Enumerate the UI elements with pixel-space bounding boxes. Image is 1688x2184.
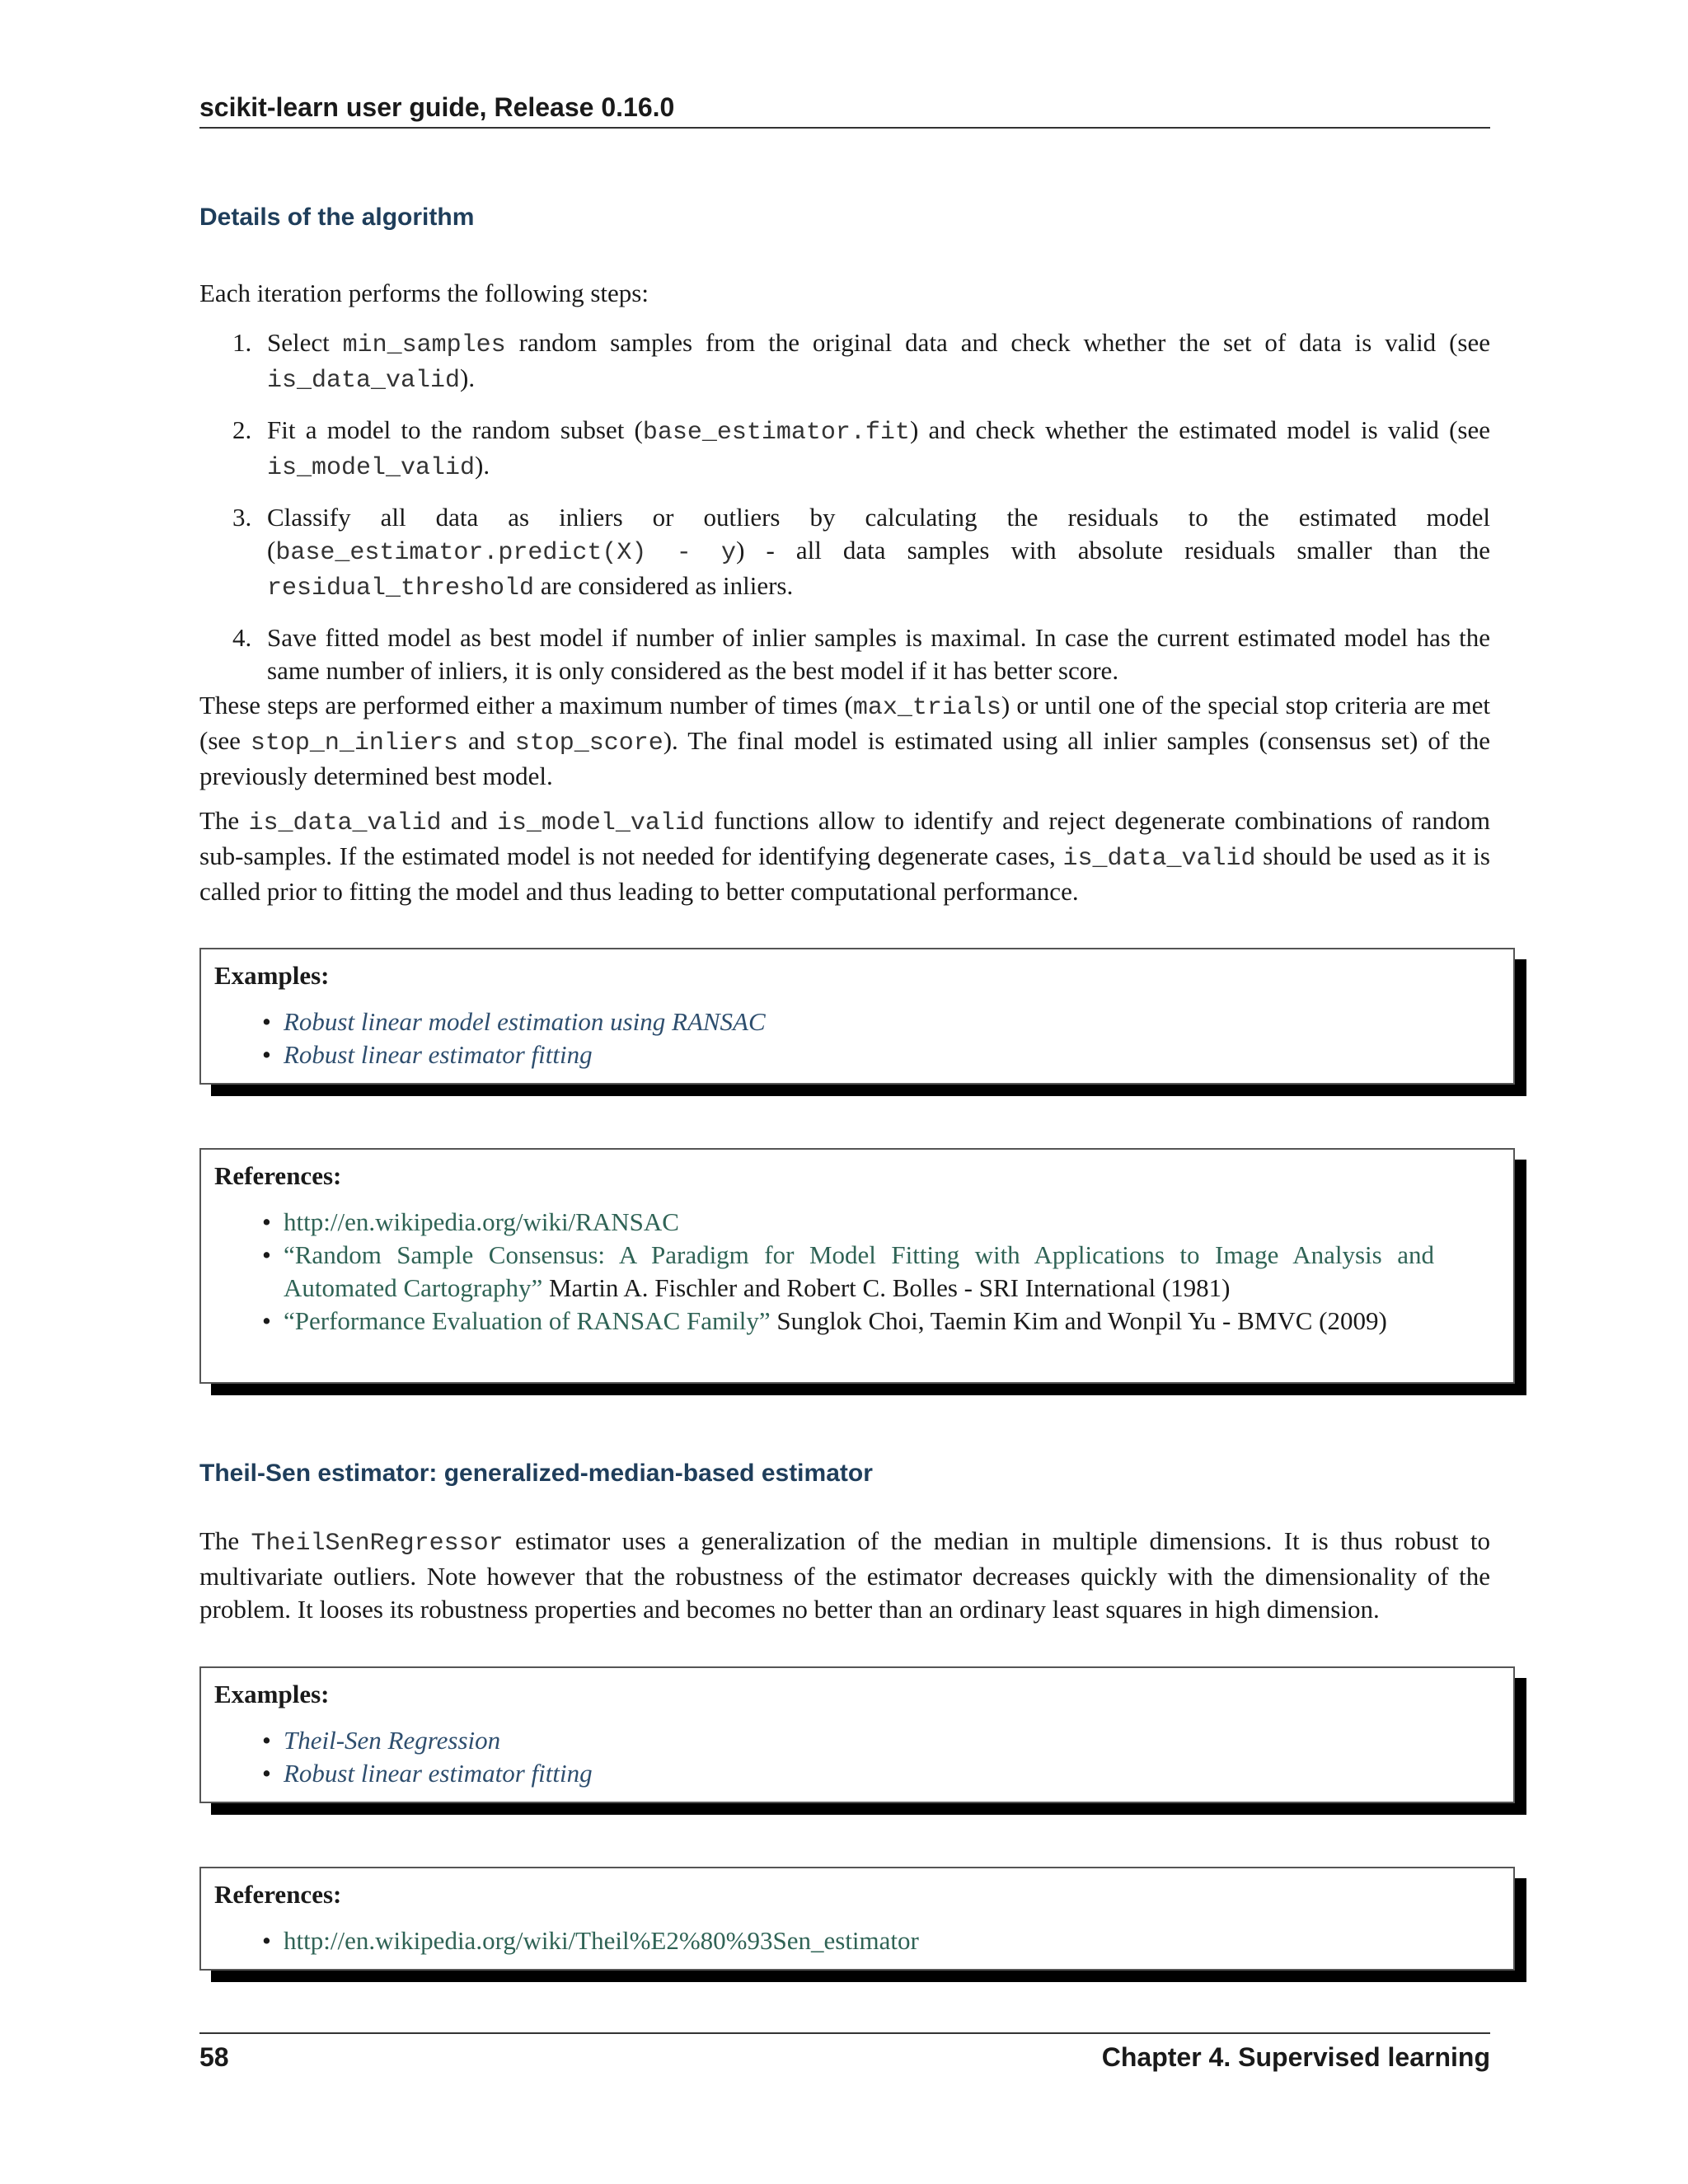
step-text: Select xyxy=(267,328,343,357)
example-link[interactable]: Robust linear model estimation using RANSAC xyxy=(284,1007,766,1036)
running-header xyxy=(199,91,1490,129)
step-number: 3. xyxy=(232,503,252,532)
list-item xyxy=(214,1757,1500,1790)
paragraph-theilsen xyxy=(199,1525,1490,1626)
step-item xyxy=(199,326,1490,397)
bullet-icon: • xyxy=(262,1240,271,1269)
example-link[interactable]: Robust linear estimator fitting xyxy=(284,1040,593,1069)
inline-code: TheilSenRegressor xyxy=(251,1530,504,1558)
paragraph-stop-criteria xyxy=(199,689,1490,793)
list-item xyxy=(214,1924,1500,1957)
bullet-icon: • xyxy=(262,1726,271,1755)
reference-link[interactable]: “Performance Evaluation of RANSAC Family” xyxy=(284,1306,771,1335)
paragraph-validity-functions xyxy=(199,804,1490,908)
page-footer xyxy=(199,2032,1490,2074)
box-title: References: xyxy=(214,1880,342,1909)
examples-box-theilsen xyxy=(199,1666,1515,1803)
list-item xyxy=(214,1005,1500,1038)
list-item xyxy=(214,1305,1500,1338)
step-text: ). xyxy=(460,363,476,392)
text: The xyxy=(199,1526,251,1555)
example-link[interactable]: Robust linear estimator fitting xyxy=(284,1759,593,1788)
examples-box xyxy=(199,948,1515,1085)
step-text: Save fitted model as best model if number of inlier samples is maximal. In case the current estimated model has the same number of inliers, it is only considered as the best model if it has better score. xyxy=(267,623,1490,685)
step-text: Fit a model to the random subset ( xyxy=(267,415,643,444)
step-item xyxy=(199,501,1490,605)
inline-code: is_data_valid xyxy=(1062,845,1256,873)
step-text: are considered as inliers. xyxy=(534,571,794,600)
running-title: scikit-learn user guide, Release 0.16.0 xyxy=(199,92,675,122)
inline-code: max_trials xyxy=(852,694,1001,722)
bullet-icon: • xyxy=(262,1926,271,1955)
list-item xyxy=(214,1239,1500,1305)
box-title: References: xyxy=(214,1161,342,1190)
inline-code: stop_score xyxy=(514,729,663,757)
text: and xyxy=(441,806,497,835)
list-item xyxy=(214,1724,1500,1757)
text: should be used as it is called prior to fitting the model and thus leading to better computational performance. xyxy=(199,841,1490,906)
section-heading-details: Details of the algorithm xyxy=(199,204,475,231)
step-item xyxy=(199,621,1490,687)
reference-link[interactable]: http://en.wikipedia.org/wiki/RANSAC xyxy=(284,1207,679,1236)
bullet-icon: • xyxy=(262,1306,271,1335)
box-title: Examples: xyxy=(214,1680,330,1708)
section-heading-theilsen: Theil-Sen estimator: generalized-median-based estimator xyxy=(199,1460,873,1487)
text: The xyxy=(199,806,249,835)
page-number: 58 xyxy=(199,2042,229,2072)
inline-code: is_data_valid xyxy=(267,367,461,395)
bullet-icon: • xyxy=(262,1007,271,1036)
inline-code: is_model_valid xyxy=(496,809,705,837)
step-number: 1. xyxy=(232,328,252,357)
example-link[interactable]: Theil-Sen Regression xyxy=(284,1726,501,1755)
chapter-title: Chapter 4. Supervised learning xyxy=(1101,2042,1490,2072)
bullet-icon: • xyxy=(262,1207,271,1236)
inline-code: is_data_valid xyxy=(248,809,442,837)
text: and xyxy=(457,726,515,755)
text: functions allow to identify and reject degenerate combinations of random sub-samples. If the estimated model is not needed for identifying degenerate cases, xyxy=(199,806,1490,870)
reference-text: Sunglok Choi, Taemin Kim and Wonpil Yu - BMVC (2009) xyxy=(770,1306,1387,1335)
references-box xyxy=(199,1148,1515,1384)
inline-code: stop_n_inliers xyxy=(250,729,458,757)
text: ). The final model is estimated using all inlier samples (consensus set) of the previously determined best model. xyxy=(199,726,1491,790)
inline-code: base_estimator.predict(X) - y xyxy=(275,539,737,567)
step-item xyxy=(199,414,1490,485)
step-text: ) and check whether the estimated model is valid (see xyxy=(909,415,1490,444)
step-text: ). xyxy=(475,451,490,480)
references-box-theilsen xyxy=(199,1867,1515,1971)
list-item xyxy=(214,1038,1500,1071)
inline-code: min_samples xyxy=(342,331,506,359)
step-text: Classify all data as inliers or outliers by calculating the residuals to the estimated model ( xyxy=(267,503,1490,565)
steps-list xyxy=(199,326,1490,704)
inline-code: is_model_valid xyxy=(267,454,476,482)
step-text: random samples from the original data and check whether the set of data is valid (see xyxy=(505,328,1490,357)
step-number: 4. xyxy=(232,623,252,652)
reference-link[interactable]: http://en.wikipedia.org/wiki/Theil%E2%80%93Sen_estimator xyxy=(284,1926,919,1955)
box-title: Examples: xyxy=(214,961,330,990)
step-number: 2. xyxy=(232,415,252,444)
reference-text: Martin A. Fischler and Robert C. Bolles - SRI International (1981) xyxy=(542,1273,1231,1302)
bullet-icon: • xyxy=(262,1040,271,1069)
reference-link[interactable]: “Random Sample Consensus: A Paradigm for Model Fitting with Applications to Image Analysis and Automated Cartography” xyxy=(284,1240,1434,1302)
text: estimator uses a generalization of the median in multiple dimensions. It is thus robust to multivariate outliers. Note however that the robustness of the estimator decreases quickly with the dimensionality of the problem. It looses its robustness properties and becomes no better than an ordinary least squares in high dimension. xyxy=(199,1526,1491,1624)
step-text: ) - all data samples with absolute residuals smaller than the xyxy=(736,536,1490,565)
bullet-icon: • xyxy=(262,1759,271,1788)
list-item xyxy=(214,1206,1500,1239)
inline-code: base_estimator.fit xyxy=(642,419,910,447)
text: ) or until one of the special stop criteria are met (see xyxy=(199,691,1490,755)
steps-intro: Each iteration performs the following steps: xyxy=(199,279,649,307)
text: These steps are performed either a maximum number of times ( xyxy=(199,691,853,719)
inline-code: residual_threshold xyxy=(267,574,535,602)
